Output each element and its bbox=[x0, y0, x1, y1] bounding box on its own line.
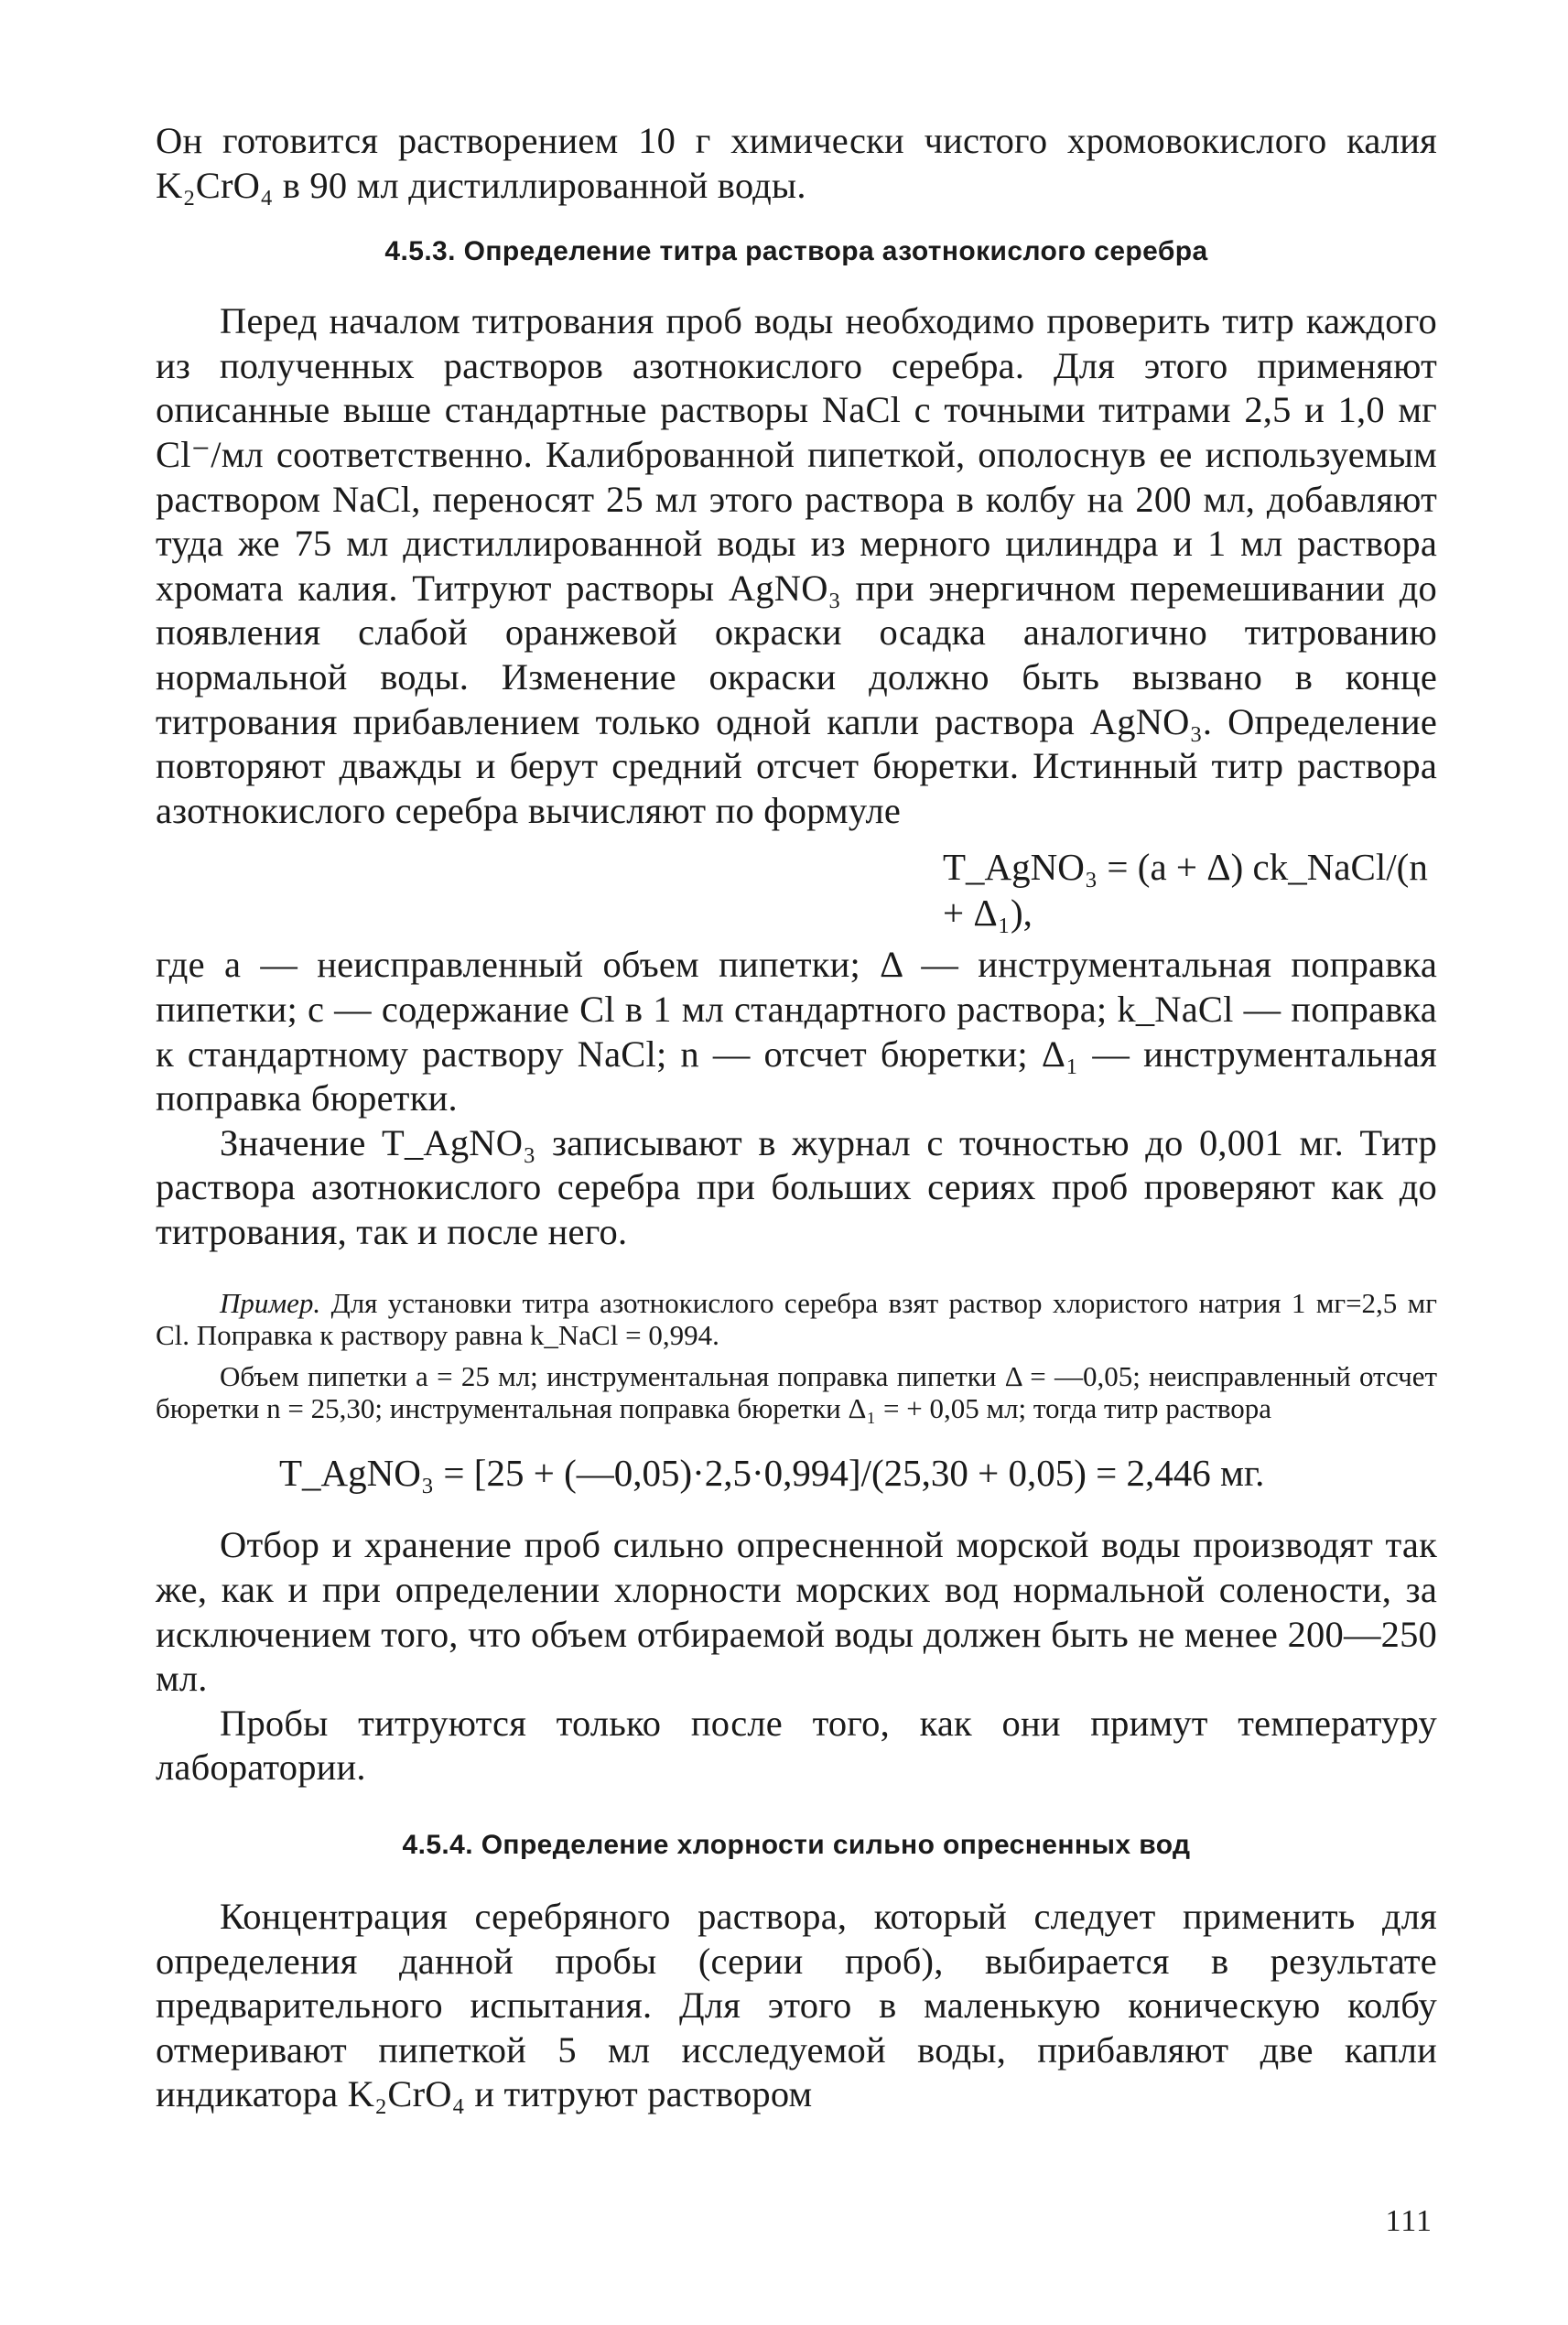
section-4-5-4-heading: 4.5.4. Определение хлорности сильно опресненных вод bbox=[402, 1830, 1191, 1861]
example-label: Пример. bbox=[220, 1287, 321, 1320]
section-4-5-4-paragraph-1: Концентрация серебряного раствора, который следует применить для определения данной пробы (серии проб), выбирается в результате предварительного испытания. Для этого в маленькую коническую колбу отмеривают пипеткой 5 мл исследуемой воды, прибавляют две капли индикатора K₂CrO₄ и титруют раствором bbox=[156, 1896, 1437, 2115]
example-titer-formula: T_AgNO₃ = [25 + (—0,05)·2,5·0,994]/(25,30 + 0,05) = 2,446 мг. bbox=[279, 1452, 1265, 1495]
section-4-5-3-heading: 4.5.3. Определение титра раствора азотнокислого серебра bbox=[384, 236, 1208, 267]
intro-paragraph: Он готовится растворением 10 г химически чистого хромовокислого калия K₂CrO₄ в 90 мл дистиллированной воды. bbox=[156, 120, 1437, 206]
section-4-5-3-paragraph-1: Перед началом титрования проб воды необходимо проверить титр каждого из полученных растворов азотнокислого серебра. Для этого применяют описанные выше стандартные растворы NaCl с точными титрами 2,5 и 1,0 мг Cl⁻/мл соответственно. Калиброванной пипеткой, ополоснув ее используемым раствором NaCl, переносят 25 мл этого раствора в колбу на 200 мл, добавляют туда же 75 мл дистиллированной воды из мерного цилиндра и 1 мл раствора хромата калия. Титруют растворы AgNO₃ при энергичном перемешивании до появления слабой оранжевой окраски осадка аналогично титрованию нормальной воды. Изменение окраски должно быть вызвано в конце титрования прибавлением только одной капли раствора AgNO₃. Определение повторяют дважды и берут средний отсчет бюретки. Истинный титр раствора азотнокислого серебра вычисляют по формуле bbox=[156, 300, 1437, 831]
section-4-5-3-paragraph-2: Значение T_AgNO₃ записывают в журнал с точностью до 0,001 мг. Титр раствора азотнокислого серебра при больших сериях проб проверяют как до титрования, так и после него. bbox=[156, 1121, 1437, 1252]
example-paragraph-2: Объем пипетки a = 25 мл; инструментальная поправка пипетки Δ = —0,05; неисправленный отсчет бюретки n = 25,30; инструментальная поправка бюретки Δ₁ = + 0,05 мл; тогда титр раствора bbox=[156, 1360, 1437, 1425]
page-number: 111 bbox=[1385, 2204, 1433, 2238]
section-4-5-3-paragraph-4: Пробы титруются только после того, как они примут температуру лаборатории. bbox=[156, 1702, 1437, 1789]
section-4-5-3-paragraph-3: Отбор и хранение проб сильно опресненной морской воды производят так же, как и при определении хлорности морских вод нормальной солености, за исключением того, что объем отбираемой воды должен быть не менее 200—250 мл. bbox=[156, 1524, 1437, 1700]
formula-variables-paragraph: где a — неисправленный объем пипетки; Δ — инструментальная поправка пипетки; c — содержание Cl в 1 мл стандартного раствора; k_NaCl — поправка к стандартному раствору NaCl; n — отсчет бюретки; Δ₁ — инструментальная поправка бюретки. bbox=[156, 944, 1437, 1119]
titer-formula: T_AgNO₃ = (a + Δ) ck_NaCl/(n + Δ₁), bbox=[943, 846, 1428, 935]
example-paragraph-1 bbox=[156, 1287, 1437, 1351]
book-page bbox=[156, 119, 1437, 2298]
example-text-1: Для установки титра азотнокислого серебра взят раствор хлористого натрия 1 мг=2,5 мг Cl. Поправка к раствору равна k_NaCl = 0,994. bbox=[156, 1287, 1437, 1352]
